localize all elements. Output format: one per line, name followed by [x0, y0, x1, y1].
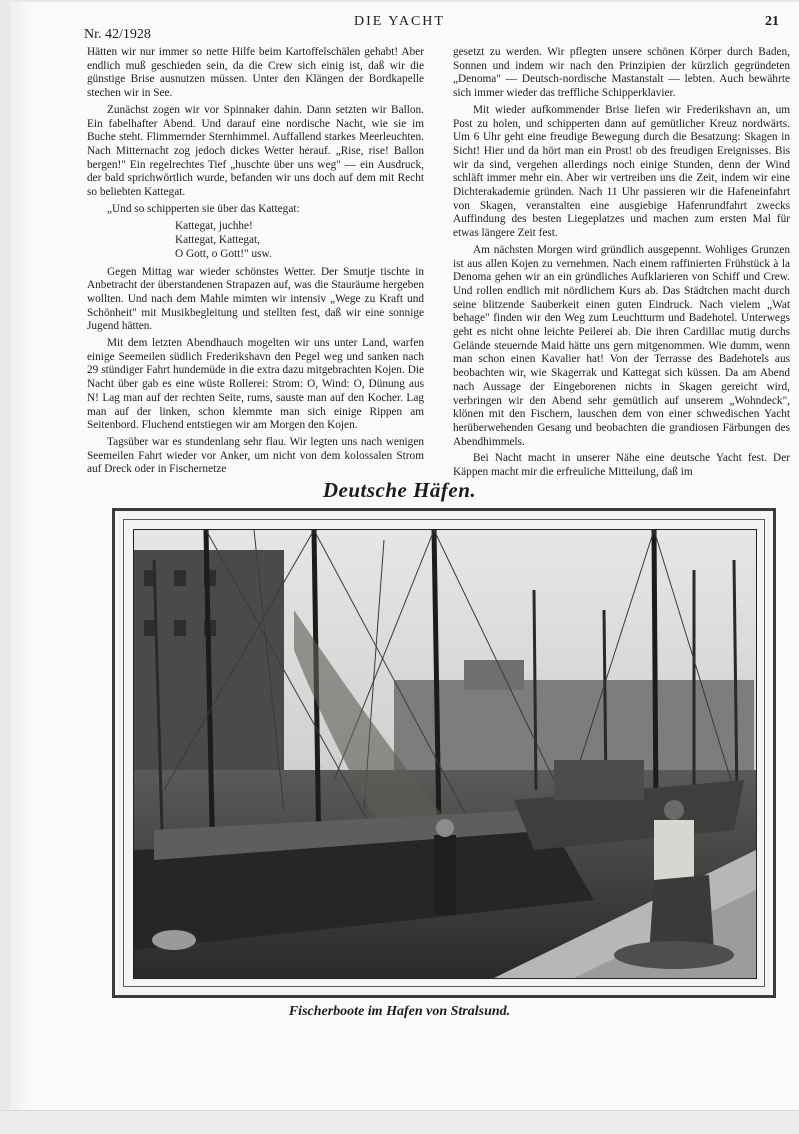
- fishing-boats-illustration: [134, 530, 756, 978]
- photo-caption: Fischerboote im Hafen von Stralsund.: [288, 1004, 511, 1019]
- left-text-column: [87, 46, 424, 477]
- verse-line: Kattegat, juchhe!: [175, 220, 253, 233]
- issue-number: Nr. 42/1928: [84, 27, 151, 42]
- harbor-photo: [133, 529, 757, 979]
- magazine-title: DIE YACHT: [354, 14, 445, 29]
- paragraph: Am nächsten Morgen wird gründlich ausgepennt. Wohliges Grunzen ist aus allen Kojen zu vernehmen. Nach einem raffinierten Frühstück à la Denoma gehen wir an ein gründliches Aufklarieren von Schiff und Crew. Und rollen endlich mit nördlichem Kurs ab. Das Städtchen macht durch seine blitzende Sauberkeit einen guten Eindruck. Nach vielem „Wat behage" finden wir den Weg zum Leuchtturm und Badehotel. Unterwegs geht es nicht ohne leichte Peilerei ab. Die ihren Cardillac mutig durchs Gelände steuernde Maid hätte uns gern mitgenommen. Wie dumm, wenn man schon einen Kavalier hat! Von der Terrasse des Badehotels aus beobachten wir, wie Skagerrak und Kattegat sich küssen. Da am Abend nach Aussage der Eingeborenen nichts in Skagen gereicht wird, verbringen wir den Abend sehr gemütlich auf unserem „Wohndeck", klönen mit den Fischern, lauschen dem von einer schwedischen Yacht herüberwehenden Gesang und beobachten die grandiosen Färbungen des Abendhimmels.: [453, 243, 790, 448]
- verse-line: Kattegat, Kattegat,: [175, 234, 261, 247]
- paragraph: „Und so schipperten sie über das Kattegat:: [107, 202, 300, 215]
- paragraph: gesetzt zu werden. Wir pflegten unsere schönen Körper durch Baden, Sonnen und indem wir nach den Prinzipien der kürzlich gegründeten „Denoma" — Deutsch-nordische Mastanstalt — lebten. Auch bewährte sich immer wieder das treffliche Schipperklavier.: [453, 46, 790, 100]
- page-number: 21: [765, 14, 779, 29]
- paragraph: Bei Nacht macht in unserer Nähe eine deutsche Yacht fest. Der Käppen macht mir die erfreuliche Mitteilung, daß im: [453, 452, 790, 479]
- paragraph: Zunächst zogen wir vor Spinnaker dahin. Dann setzten wir Ballon. Ein fabelhafter Abend. Und darauf eine nordische Nacht, wie sie im Buche steht. Flimmernder Sternhimmel. Auffallend starkes Meerleuchten. Nach Mitternacht zog jedoch dickes Wetter herauf. „Rise, rise! Ballon bergen!" Ein regelrechtes Tief „huschte über uns weg" — ein Ausdruck, der bald sprichwörtlich wurde, befanden wir uns doch auf dem mit Recht so beliebten Kattegat.: [87, 103, 424, 199]
- paragraph: Mit dem letzten Abendhauch mogelten wir uns unter Land, warfen einige Seemeilen südlich Frederikshavn den Pegel weg und sanken nach 29 stündiger Fahrt hundemüde in die extra dazu mitgebrachten Kojen. Die Nacht über gab es eine wüste Rollerei: Strom: O, Wind: O, Dünung aus N! Lag man auf der rechten Seite, rums, sauste man auf den Kocher. Lag man auf der linken, schon klemmte man sich einige Rippen am Seitenbord. Fluchend entstiegen wir am Morgen den Kojen.: [87, 337, 424, 432]
- photo-frame: [112, 508, 776, 998]
- right-text-column: [453, 46, 790, 480]
- verse-line: O Gott, o Gott!" usw.: [175, 247, 272, 260]
- paragraph: Mit wieder aufkommender Brise liefen wir Frederikshavn an, um Post zu holen, und schipperten dann auf gemütlicher Kreuz nordwärts. Um 6 Uhr geht eine freudige Bewegung durch die Besatzung: Skagen in Sicht! Hier und da hört man ein Prost! ob des freudigen Ereignisses. Bis wir da sind, vergehen allerdings noch einige Stunden, denn der Wind schläft immer mehr ein. Aber wir vertreiben uns die Zeit, indem wir eine Dichterakademie gründen. Nach 11 Uhr passieren wir die Hafeneinfahrt von Skagen, veranstalten eine ausgiebige Hafenrundfahrt zwecks Auffindung des besten Liegeplatzes und machen zum ersten Mal für etwas längere Zeit fest.: [453, 103, 790, 240]
- scan-bottom-edge: [0, 1110, 799, 1134]
- section-title: Deutsche Häfen.: [322, 478, 477, 502]
- paragraph: Hätten wir nur immer so nette Hilfe beim Kartoffelschälen gehabt! Aber endlich muß geschieden sein, da die Crew sich einig ist, daß wir die günstige Brise ausnutzen müssen. Unter den Klängen der Bordkapelle stechen wir in See.: [87, 46, 424, 100]
- song-verse: [175, 220, 424, 261]
- paragraph: Gegen Mittag war wieder schönstes Wetter. Der Smutje tischte in Anbetracht der überstandenen Strapazen auf, was die Stauräume hergeben wollten. Und nach dem Mahle mimten wir intensiv „Wege zu Kraft und Schönheit" mit Musikbegleitung und stellten fest, daß wir eine sonnige Jugend hätten.: [87, 265, 424, 333]
- page-gutter-shadow: [10, 2, 36, 1110]
- paragraph: Tagsüber war es stundenlang sehr flau. Wir legten uns nach wenigen Seemeilen Fahrt wieder vor Anker, um nicht von dem kolossalen Strom auf Dreck oder in Fischernetze: [87, 435, 424, 476]
